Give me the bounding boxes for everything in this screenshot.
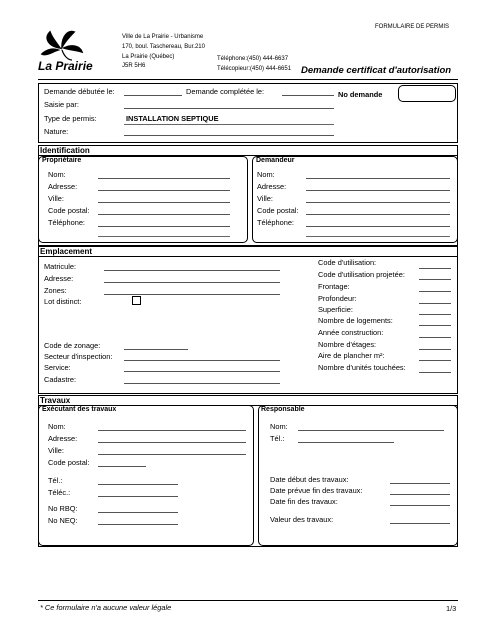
completee-label: Demande complétée le: bbox=[186, 87, 265, 96]
matricule-label: Matricule: bbox=[44, 262, 77, 271]
type-underline bbox=[124, 124, 334, 125]
exec-codepostal-field[interactable] bbox=[98, 458, 146, 467]
logements-field[interactable] bbox=[419, 317, 451, 326]
secteur-field[interactable] bbox=[124, 352, 280, 361]
annee-construction-label: Année construction: bbox=[318, 328, 384, 337]
matricule-field[interactable] bbox=[104, 262, 280, 271]
prop-nom-field[interactable] bbox=[98, 170, 230, 179]
prop-codepostal-label: Code postal: bbox=[48, 206, 90, 215]
responsable-title: Responsable bbox=[261, 406, 305, 413]
resp-tel-field[interactable] bbox=[298, 434, 394, 443]
emplacement-title: Emplacement bbox=[40, 247, 93, 256]
resp-nom-field[interactable] bbox=[298, 422, 444, 431]
prop-extra-line bbox=[98, 236, 230, 237]
date-debut-field[interactable] bbox=[390, 475, 450, 484]
unites-touchees-label: Nombre d'unités touchées: bbox=[318, 363, 406, 372]
service-field[interactable] bbox=[124, 363, 280, 372]
etages-label: Nombre d'étages: bbox=[318, 340, 377, 349]
zones-field[interactable] bbox=[104, 286, 280, 295]
executant-title: Exécutant des travaux bbox=[42, 406, 117, 413]
aire-plancher-field[interactable] bbox=[419, 352, 451, 361]
dem-telephone-label: Téléphone: bbox=[257, 218, 294, 227]
aire-plancher-label: Aire de plancher m²: bbox=[318, 351, 385, 360]
code-util-proj-field[interactable] bbox=[419, 271, 451, 280]
demandeur-title: Demandeur bbox=[256, 157, 295, 164]
code-zonage-field[interactable] bbox=[124, 341, 188, 350]
address-line-1: Ville de La Prairie - Urbanisme bbox=[122, 34, 204, 40]
dem-extra-line bbox=[306, 236, 450, 237]
resp-tel-label: Tél.: bbox=[270, 434, 285, 443]
exec-rbq-field[interactable] bbox=[98, 504, 178, 513]
exec-adresse-label: Adresse: bbox=[48, 434, 78, 443]
exec-nom-field[interactable] bbox=[98, 422, 246, 431]
code-util-label: Code d'utilisation: bbox=[318, 258, 377, 267]
logements-label: Nombre de logements: bbox=[318, 316, 393, 325]
code-zonage-label: Code de zonage: bbox=[44, 341, 101, 350]
exec-rbq-label: No RBQ: bbox=[48, 504, 78, 513]
cadastre-label: Cadastre: bbox=[44, 375, 77, 384]
emplacement-divider bbox=[38, 256, 458, 257]
fax-number: Télécopieur:(450) 444-6651 bbox=[217, 66, 292, 72]
exec-nom-label: Nom: bbox=[48, 422, 66, 431]
dem-codepostal-field[interactable] bbox=[306, 206, 450, 215]
date-fin-field[interactable] bbox=[390, 497, 450, 506]
lot-distinct-checkbox[interactable] bbox=[132, 296, 141, 305]
dem-telephone-field[interactable] bbox=[306, 218, 450, 227]
prop-telephone-field[interactable] bbox=[98, 218, 230, 227]
travaux-title: Travaux bbox=[40, 396, 71, 405]
prop-adresse-label: Adresse: bbox=[48, 182, 78, 191]
superficie-field[interactable] bbox=[419, 306, 451, 315]
date-debut-label: Date début des travaux: bbox=[270, 475, 349, 484]
code-util-field[interactable] bbox=[419, 260, 451, 269]
frontage-label: Frontage: bbox=[318, 282, 350, 291]
exec-adresse-field[interactable] bbox=[98, 434, 246, 443]
prop-telephone-label: Téléphone: bbox=[48, 218, 85, 227]
city-logo bbox=[38, 26, 86, 62]
saisie-label: Saisie par: bbox=[44, 100, 79, 109]
profondeur-label: Profondeur: bbox=[318, 294, 357, 303]
exec-tel-label: Tél.: bbox=[48, 476, 63, 485]
header-divider bbox=[38, 79, 458, 80]
completee-field[interactable] bbox=[282, 87, 334, 96]
valeur-field[interactable] bbox=[390, 515, 450, 524]
emp-adresse-field[interactable] bbox=[104, 274, 280, 283]
date-prevue-field[interactable] bbox=[390, 486, 450, 495]
page-number: 1/3 bbox=[446, 604, 457, 613]
unites-touchees-field[interactable] bbox=[419, 364, 451, 373]
valeur-label: Valeur des travaux: bbox=[270, 515, 334, 524]
saisie-field[interactable] bbox=[124, 100, 334, 109]
proprietaire-title: Propriétaire bbox=[42, 157, 82, 164]
address-line-2: 170, boul. Taschereau, Bur.210 bbox=[122, 44, 205, 50]
cadastre-field[interactable] bbox=[124, 375, 280, 384]
dem-adresse-field[interactable] bbox=[306, 182, 450, 191]
dem-ville-label: Ville: bbox=[257, 194, 273, 203]
identification-title: Identification bbox=[40, 146, 90, 155]
resp-nom-label: Nom: bbox=[270, 422, 288, 431]
superficie-label: Superficie: bbox=[318, 305, 353, 314]
code-util-proj-label: Code d'utilisation projetée: bbox=[318, 270, 405, 279]
emp-adresse-label: Adresse: bbox=[44, 274, 74, 283]
dem-codepostal-label: Code postal: bbox=[257, 206, 299, 215]
profondeur-field[interactable] bbox=[419, 295, 451, 304]
footer-divider bbox=[38, 600, 458, 601]
dem-nom-field[interactable] bbox=[306, 170, 450, 179]
prop-ville-field[interactable] bbox=[98, 194, 230, 203]
form-title: Demande certificat d'autorisation bbox=[301, 65, 452, 76]
etages-field[interactable] bbox=[419, 341, 451, 350]
footer-note: * Ce formulaire n'a aucune valeur légale bbox=[40, 603, 172, 612]
form-tag: FORMULAIRE DE PERMIS bbox=[375, 24, 450, 30]
exec-ville-label: Ville: bbox=[48, 446, 64, 455]
address-line-4: J5R 5H6 bbox=[122, 63, 146, 69]
type-label: Type de permis: bbox=[44, 114, 97, 123]
prop-ville-label: Ville: bbox=[48, 194, 64, 203]
secteur-label: Secteur d'inspection: bbox=[44, 352, 113, 361]
date-prevue-label: Date prévue fin des travaux: bbox=[270, 486, 363, 495]
type-value: INSTALLATION SEPTIQUE bbox=[126, 114, 219, 123]
nature-field[interactable] bbox=[124, 127, 334, 136]
zones-label: Zones: bbox=[44, 286, 67, 295]
exec-neq-label: No NEQ: bbox=[48, 516, 78, 525]
service-label: Service: bbox=[44, 363, 71, 372]
exec-ville-field[interactable] bbox=[98, 446, 246, 455]
dem-ville-field[interactable] bbox=[306, 194, 450, 203]
exec-tel-field[interactable] bbox=[98, 476, 178, 485]
date-fin-label: Date fin des travaux: bbox=[270, 497, 338, 506]
org-name: La Prairie bbox=[38, 59, 93, 73]
frontage-field[interactable] bbox=[419, 283, 451, 292]
prop-codepostal-field[interactable] bbox=[98, 206, 230, 215]
address-line-3: La Prairie (Québec) bbox=[122, 54, 175, 60]
lot-distinct-label: Lot distinct: bbox=[44, 297, 82, 306]
dem-nom-label: Nom: bbox=[257, 170, 275, 179]
prop-nom-label: Nom: bbox=[48, 170, 66, 179]
nature-label: Nature: bbox=[44, 127, 69, 136]
dem-adresse-label: Adresse: bbox=[257, 182, 287, 191]
annee-construction-field[interactable] bbox=[419, 329, 451, 338]
phone-number: Téléphone:(450) 444-6637 bbox=[217, 56, 289, 62]
exec-codepostal-label: Code postal: bbox=[48, 458, 90, 467]
exec-telec-field[interactable] bbox=[98, 488, 178, 497]
prop-adresse-field[interactable] bbox=[98, 182, 230, 191]
debutee-field[interactable] bbox=[124, 87, 182, 96]
debutee-label: Demande débutée le: bbox=[44, 87, 115, 96]
exec-telec-label: Téléc.: bbox=[48, 488, 71, 497]
exec-neq-field[interactable] bbox=[98, 516, 178, 525]
no-demande-field[interactable] bbox=[398, 85, 456, 102]
no-demande-label: No demande bbox=[338, 90, 383, 99]
